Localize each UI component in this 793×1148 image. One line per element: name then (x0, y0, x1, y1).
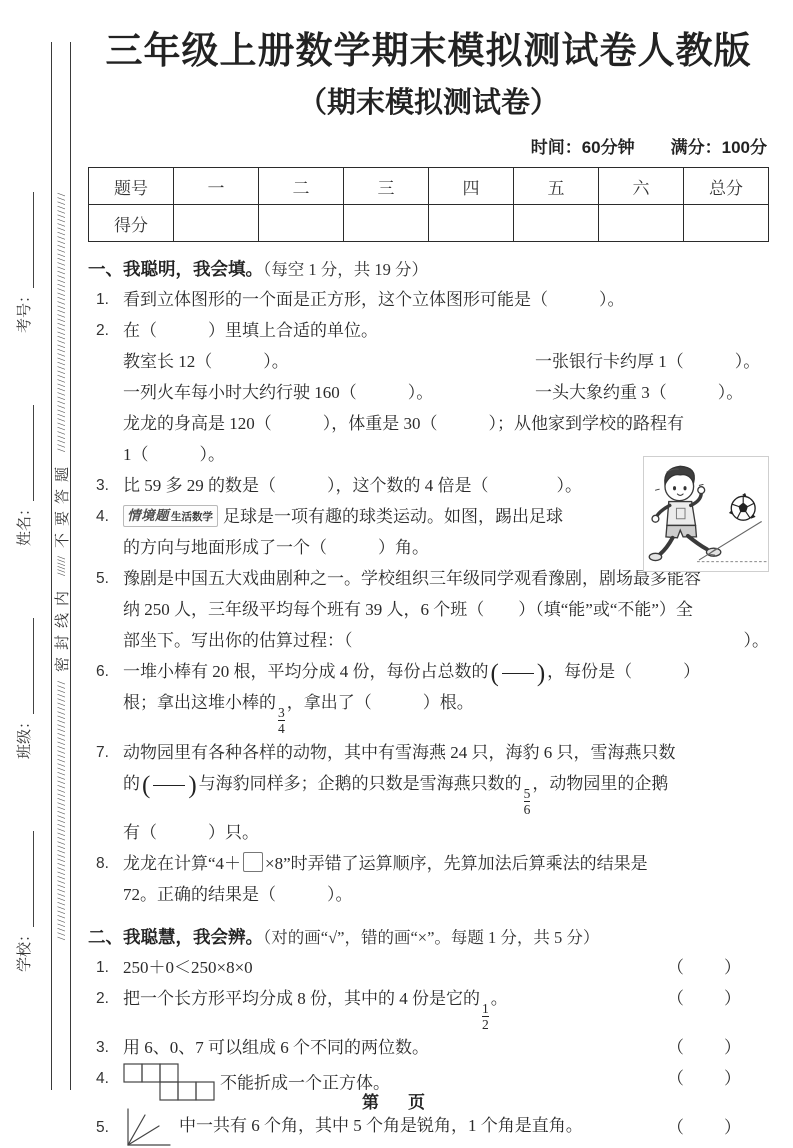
school-label: 学校： (16, 926, 33, 972)
question-text: 一堆小棒有 20 根，平均分成 4 份，每份占总数的 (123, 662, 489, 682)
question-text: 纳 250 人，三年级平均每个班有 39 人，6 个班（ ）（填“能”或“不能”）全 (123, 600, 693, 620)
question-line (123, 983, 667, 1032)
s1-question-3 (88, 470, 769, 501)
context-tag-main: 情境题 (127, 508, 169, 524)
s1-question-2 (88, 315, 769, 470)
score-empty-cell (684, 205, 769, 242)
seal-hatching-bottom: //////////////////////////////////////////////////////////// (53, 680, 68, 941)
unit-item: 一张银行卡约厚 1（ ）。 (535, 352, 761, 372)
page-subtitle: （期末模拟测试卷） (297, 87, 559, 120)
question-text: 不能折成一个正方体。 (220, 1073, 390, 1093)
question-text: 用 6、0、7 可以组成 6 个不同的两位数。 (123, 1038, 429, 1058)
s2-question-1 (88, 952, 769, 983)
score-header-cell: 四 (429, 168, 514, 205)
section1-heading (88, 255, 769, 284)
page-title: 三年级上册数学期末模拟测试卷人教版 (105, 30, 752, 71)
fraction-blank (491, 661, 546, 686)
question-line (123, 656, 769, 687)
s2-question-3 (88, 1032, 769, 1063)
unit-item: 一头大象约重 3（ ）。 (535, 383, 744, 403)
question-number: 4. (96, 1070, 109, 1088)
question-text: ）。 (743, 631, 769, 651)
question-text: 72。正确的结果是（ ）。 (123, 884, 353, 904)
score-table-score-row (89, 205, 769, 242)
judge-parentheses: （ ） (667, 988, 743, 1008)
name-label: 姓名： (16, 500, 33, 546)
school-blank-line (18, 831, 34, 927)
question-line (123, 848, 769, 879)
paren-open: ( (142, 771, 151, 799)
judge-parentheses: （ ） (667, 1038, 743, 1058)
question-number: 3. (96, 1039, 109, 1057)
class-label: 班级： (16, 713, 33, 759)
judge-parentheses: （ ） (667, 1069, 743, 1089)
s1-question-7 (88, 737, 769, 848)
question-text: 在（ ）里填上合适的单位。 (123, 321, 378, 341)
score-header-cell: 五 (514, 168, 599, 205)
fraction-denominator: 2 (482, 1017, 489, 1033)
class-field (13, 618, 34, 759)
fraction-denominator: 6 (523, 801, 531, 817)
question-line (123, 501, 668, 532)
unit-item: 1（ ）。 (123, 445, 225, 465)
score-header-cell: 题号 (89, 168, 174, 205)
score-empty-cell (429, 205, 514, 242)
answer-box (243, 852, 263, 872)
unit-item: 一列火车每小时大约行驶 160（ ）。 (123, 383, 434, 403)
soccer-kick-illustration (643, 456, 769, 572)
exam-number-label: 考号： (16, 287, 33, 333)
exam-paper (88, 28, 769, 1148)
score-empty-cell (344, 205, 429, 242)
fraction-numerator: 3 (278, 705, 285, 721)
question-text: 。 (490, 988, 508, 1008)
question-text: 动物园里有各种各样的动物，其中有雪海燕 24 只，海豹 6 只，雪海燕只数 (123, 742, 676, 762)
question-text: ×8”时弄错了运算顺序，先算加法后算乘法的结果是 (265, 853, 648, 873)
question-text: ，动物园里的企鹅 (532, 773, 669, 793)
paren-close: ) (188, 771, 197, 799)
fraction-denominator: 4 (278, 721, 285, 737)
score-empty-cell (599, 205, 684, 242)
question-line (123, 768, 769, 817)
question-number: 5. (96, 1118, 109, 1136)
seal-line (51, 42, 71, 1090)
question-text: ，拿出了（ ）根。 (286, 693, 474, 713)
question-number: 2. (96, 989, 109, 1007)
question-text: 看到立体图形的一个面是正方形，这个立体图形可能是（ ）。 (123, 290, 625, 310)
question-text: 龙龙在计算“4＋ (123, 853, 242, 873)
question-line (123, 625, 769, 656)
fraction-numerator: 5 (523, 785, 531, 801)
question-text: 中一共有 6 个角，其中 5 个角是锐角，1 个角是直角。 (179, 1116, 583, 1136)
unit-item: 教室长 12（ ）。 (123, 352, 289, 372)
question-number: 6. (96, 663, 109, 681)
question-number: 2. (96, 322, 109, 340)
score-header-cell: 六 (599, 168, 684, 205)
student-info-margin (6, 0, 40, 1122)
question-text: 250＋0＜250×8×0 (123, 957, 253, 977)
fraction-three-fourths (278, 706, 285, 736)
name-blank-line (18, 405, 34, 501)
full-score: 满分：100分 (670, 138, 767, 158)
question-number: 1. (96, 291, 109, 309)
seal-text-part2: 不要答题 (54, 459, 71, 548)
judge-parentheses: （ ） (667, 957, 743, 977)
question-number: 4. (96, 508, 109, 526)
s2-question-2 (88, 983, 769, 1032)
time-limit: 时间：60分钟 (530, 138, 635, 158)
seal-hatching-middle: ////// (53, 555, 68, 576)
question-text: 豫剧是中国五大戏曲剧种之一。学校组织三年级同学观看豫剧，剧场最多能容 (123, 569, 701, 589)
class-blank-line (18, 618, 34, 714)
score-empty-cell (259, 205, 344, 242)
seal-text-part1: 密封线内 (54, 584, 71, 673)
question-number: 7. (96, 743, 109, 761)
question-number: 1. (96, 958, 109, 976)
question-text: 足球是一项有趣的球类运动。如图，踢出足球 (223, 507, 563, 527)
question-text: 的方向与地面形成了一个（ ）角。 (123, 538, 429, 558)
name-field (13, 405, 34, 546)
score-header-cell: 总分 (684, 168, 769, 205)
question-text: 把一个长方形平均分成 8 份，其中的 4 份是它的 (123, 988, 480, 1008)
question-text: 与海豹同样多；企鹅的只数是雪海燕只数的 (198, 773, 522, 793)
section1-note: （每空 1 分，共 19 分） (263, 260, 428, 280)
score-header-cell: 三 (344, 168, 429, 205)
question-number: 5. (96, 570, 109, 588)
s1-question-5 (88, 563, 769, 656)
question-text: 比 59 多 29 的数是（ ），这个数的 4 倍是（ ）。 (123, 476, 582, 496)
exam-number-field (13, 192, 34, 333)
section2-title: 二、我聪慧，我会辨。 (88, 926, 263, 947)
question-text: 部坐下。写出你的估算过程：（ (123, 631, 353, 651)
seal-hatching-top: //////////////////////////////////////////////////////////// (53, 191, 68, 452)
question-number: 3. (96, 477, 109, 495)
question-text: ，每份是（ ） (547, 662, 701, 682)
fraction-five-sixths (524, 787, 531, 817)
question-text: 有（ ）只。 (123, 822, 259, 842)
score-table-header-row (89, 168, 769, 205)
page-footer: 第 页 (362, 1093, 431, 1112)
score-row-label: 得分 (89, 205, 174, 242)
paren-close: ) (536, 660, 546, 688)
question-text: 根；拿出这堆小棒的 (123, 693, 276, 713)
fraction-one-half (482, 1002, 489, 1032)
section2-note: （对的画“√”，错的画“×”。每题 1 分，共 5 分） (263, 927, 600, 947)
fraction-blank-line (153, 785, 185, 786)
question-text: 的 (123, 773, 140, 793)
section1-title: 一、我聪明，我会填。 (88, 259, 263, 280)
school-field (13, 831, 34, 972)
score-empty-cell (174, 205, 259, 242)
question-number: 8. (96, 854, 109, 872)
exam-number-blank-line (18, 192, 34, 288)
fraction-blank-line (502, 673, 534, 674)
paren-open: ( (490, 660, 499, 688)
score-table (88, 167, 769, 242)
judge-parentheses: （ ） (667, 1117, 743, 1137)
unit-item: 龙龙的身高是 120（ ），体重是 30（ ）；从他家到学校的路程有 (123, 414, 684, 434)
unit-fill-row (123, 346, 769, 377)
score-header-cell: 一 (174, 168, 259, 205)
unit-fill-row (123, 377, 769, 408)
fraction-numerator: 1 (482, 1000, 489, 1016)
s1-question-6 (88, 656, 769, 736)
s1-question-8 (88, 848, 769, 910)
context-tag-sub: 生活数学 (171, 512, 213, 524)
score-header-cell: 二 (259, 168, 344, 205)
score-empty-cell (514, 205, 599, 242)
s1-question-1 (88, 284, 769, 315)
question-line (123, 687, 769, 736)
exam-info-line (88, 133, 769, 158)
context-tag (123, 505, 218, 527)
fraction-blank (142, 773, 197, 798)
section2-heading (88, 923, 769, 952)
